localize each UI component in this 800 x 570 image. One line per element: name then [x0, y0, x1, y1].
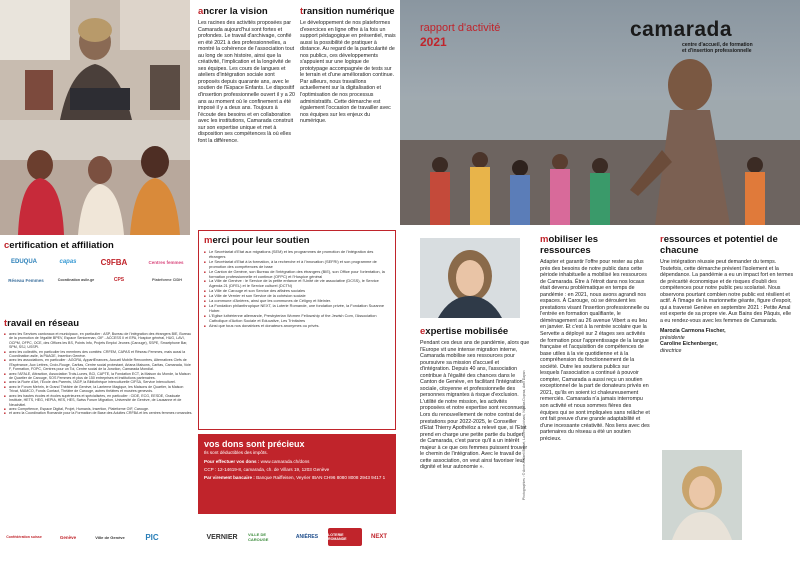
expertise-title-text: xpertise mobilisée — [425, 326, 509, 337]
list-item: ■ Le Canton de Genève, son Bureau de l'intégration des étrangers (BIE), son Office pour l'orientation, la formation professionnelle et continue (OFPC) et l'Hospice général — [204, 270, 390, 280]
reseau-title: travail en réseau — [4, 318, 79, 329]
logo-eduqua: EDUQUA — [10, 259, 37, 265]
list-item: ■ L'Eglise luthérienne allemande, Presbyterian Women Fellowship of the Jewish Com, l'Association Catholique d'Action Sociale et Educative, Les Trinitaires — [204, 314, 390, 324]
dons-line1-label: Pour effectuer vos dons : — [204, 459, 260, 464]
sig1-role: présidente — [660, 334, 685, 341]
dons-subtitle: Ils sont déductibles des impôts. — [204, 450, 268, 455]
transition-title-text: ransition numérique — [303, 6, 395, 17]
list-item: ■ Le Secrétariat d'Etat aux migrations (SEM) et les programmes de promotion de l'intégration des étrangers — [204, 250, 390, 260]
ressources-body: Une intégration réussie peut demander du temps. Toutefois, cette démarche prévient l'isolement et la dépendance. La pandémie a eu un impact fort en termes de précarité économique et de risques d'oubli des compétences pour notre public peu scolarisé. Nous observons pourtant combien notre public est résilient et actif. À l'image de la marionnette géante, figure d'espoir, qui a traversé Genève en septembre 2021 : Petite Amal est experte de sa propre vie. Aux Bains des Pâquis, elle a eu rendez-vous avec les femmes de Camarada. — [660, 259, 794, 324]
portrait-director — [662, 450, 742, 540]
section-ressources — [660, 234, 794, 354]
list-item: ■ La Fondation philanthropique NEXT, la Loterie Romande, une fondation privée, la Fondation Suzanne Huber. — [204, 304, 390, 314]
dons-line2: CCP : 12-14619-8, camarada, ch. de Villars 19, 1203 Genève — [204, 467, 330, 472]
logo-pic: PIC — [145, 532, 159, 542]
list-item: ■ Ainsi que tous nos donatrices et donateurs anonymes ou privés. — [204, 324, 390, 329]
list-item: ■ avec la Ruée d'Art, l'Ecole des Parents, l'AGP, la Bibliothèque interculturelle CIFSA, Service Interculturel. — [4, 380, 194, 384]
soutien-list — [204, 250, 390, 329]
transition-title: transition numérique — [300, 6, 395, 17]
logo-confederation: Confédération suisse — [6, 535, 42, 539]
dons-line3 — [204, 475, 390, 481]
dons-title: vos dons sont précieux — [204, 439, 305, 449]
soutien-title: merci pour leur soutien — [204, 235, 310, 246]
signature-block — [660, 328, 794, 354]
list-item: ■ avec le Forum Mehrin, le Grand Théâtre de Genève, la Lanterne Magique, les Maisons de Quartier, la Maison Trivat, MAMCO, Fonds Contact, Théâtre de Carouge, autres théâtres et musées genevois. — [4, 385, 194, 394]
list-item: ■ avec les hautes écoles et écoles supérieures et spécialisées, en particulier : CIDE, ECG, EESDE, Graduate Institute, HETS, HEG, HEPIA, HES, HES, Swiss Forum Migration, Université de Genève, de Lausanne et de Neuchâtel. — [4, 394, 194, 407]
list-item: ■ Le Secrétariat d'Etat à la formation, à la recherche et à l'innovation (SEFRI) et son programme de promotion des compétences de base — [204, 260, 390, 270]
right-page — [400, 0, 800, 570]
ancrer-title-text: ncrer la vision — [203, 6, 268, 17]
section-mobiliser — [540, 234, 650, 442]
report-year: 2021 — [420, 35, 447, 49]
dons-line3-label: Par virement bancaire : — [204, 475, 255, 480]
logo-next: NEXT — [370, 534, 387, 540]
section-transition-numerique — [300, 6, 396, 125]
sig1-name: Marozia Carmona Fischer, — [660, 328, 726, 335]
camarada-logo-block — [630, 18, 795, 54]
logo-loterie: LOTERIE ROMANDE — [328, 528, 362, 546]
soutien-title-text: erci pour leur soutien — [212, 235, 310, 246]
reseau-title-text: ravail en réseau — [7, 318, 79, 329]
reseau-list — [4, 332, 194, 416]
logo-capas: capas — [59, 259, 77, 265]
logo-centres-femmes: Centres femmes — [148, 259, 184, 265]
logo-reseau-femmes: Réseau Femmes — [8, 277, 44, 283]
list-item: ■ La Ville de Genève : le Service de la petite enfance et l'Unité de vie associative (DCSS), le Service Agenda 21 (DFEL) et le Service culturel (DCTN) — [204, 279, 390, 289]
logo-ville-geneve: Ville de Genève — [95, 534, 125, 540]
list-item: ■ avec Compétence, Espace Digital, Projet, Humanis, Insertion, Plateforme OIF, Carouge. — [4, 407, 194, 411]
dons-line1 — [204, 459, 390, 465]
tagline-1: centre d'accueil, de formation — [682, 42, 753, 48]
report-title: rapport d'activité — [420, 22, 501, 34]
logo-c9fba: C9FBA — [100, 257, 128, 267]
tagline-2: et d'insertion professionnelle — [682, 48, 752, 54]
certification-title: certification et affiliation — [4, 240, 114, 251]
expertise-title: expertise mobilisée — [420, 326, 509, 337]
transition-body: Le développement de nos plateformes d'exercices en ligne offre à la fois un support pédagogique en présentiel, mais aussi la possibilité de pratiquer à distance. Au regard de la particularité de nos publics, ces développements s'appuient sur une logique de prototypage accompagnée de tests sur le terrain et d'une amélioration continue. Par ailleurs, nous travaillons actuellement sur la digitalisation et l'optimisation de nos processus administratifs. Cette démarche est également l'occasion de travailler avec nos équipes sur les enjeux du numérique. — [300, 20, 396, 125]
footer-logos — [4, 520, 396, 565]
sig2-role: directrice — [660, 347, 682, 354]
expertise-body: Pendant ces deux ans de pandémie, alors que l'Europe vit une intense migration interne, Camarada mobilise ses ressources pour poursuivre sa mission d'accueil et d'intégration. Depuis 40 ans, l'association contribue à l'égalité des chances dans le Canton de Genève, en facilitant l'intégration sociale, citoyenne et professionnelle des personnes migrantes à risque d'exclusion. L'utilité de notre mission, les activités proposées et notre expertise sont reconnues. Lors du renouvellement de notre contrat de prestations pour 2022-2025, le Conseiller d'Etat Thierry Apothéloz a relevé que, si l'Etat prend en charge une petite partie du budget de Camarada, c'est parce qu'il a un intérêt majeur à ce que ces femmes puissent trouver le chemin de l'intégration. Avec le travail de cette association, on veut ainsi favoriser leur dignité et leur autonomie ». — [420, 340, 530, 471]
section-soutien — [198, 230, 396, 430]
dons-line3-value: Banque Raiffeisen, Veyrier IBAN CH96 8080 8008 2943 9417 1 — [256, 475, 386, 480]
logo-coordination-asile: Coordination asile.ge — [57, 278, 95, 282]
logo-carouge: VILLE DE CAROUGE — [248, 532, 269, 542]
logo-anieres: ANIÈRES — [295, 534, 319, 540]
list-item: ■ La commune d'Anières, ainsi que les communes de Céligny et Meinier. — [204, 299, 390, 304]
logo-cps: CPS — [113, 277, 125, 283]
list-item: ■ et avec la Coordination Romande pour la Formation de Base des Adultes CRFBA et les centres femmes romandes. — [4, 411, 194, 415]
logo-geneve: Genève — [59, 534, 77, 540]
list-item: ■ La Ville de Vernier et son Service de la cohésion sociale — [204, 294, 390, 299]
sig2-name: Caroline Eichenberger, — [660, 341, 718, 348]
photo-illustration — [0, 0, 190, 120]
photo-illustration — [662, 450, 742, 540]
dons-link[interactable]: www.camarada.ch/dons — [260, 459, 310, 464]
report-header — [420, 22, 530, 49]
portrait-president — [420, 238, 520, 318]
photo-illustration — [0, 120, 190, 235]
list-item: ■ avec les Services cantonaux et municipaux, en particulier : ASP, Bureau de l'intégration des étrangers BIE, Bureau de la promotion de l'égalité BPEV, Espace Seniorenan, OIF - ACCESS II et EPA, Hospice général, HUG, LAVI, OCPM, OFPC, OCE, des Offices les BS, Points Info, Projets Emploi Jeunes (Carouge), SSPE, Smartphone Bar, SPM, SSJ, USSPI. — [4, 332, 194, 350]
camarada-logo: camarada — [630, 18, 733, 41]
list-item: ■ La Ville de Carouge et son Service des affaires sociales — [204, 289, 390, 294]
photo-woman-laptop — [0, 0, 190, 120]
ancrer-title: ancrer la vision — [198, 6, 268, 17]
list-item: ■ avec les associations, en particulier : AGORA, AppartEnances, Accueil Mobile Rencontres, Alternatives Clefs de l'Espérance, Aux Lettres, Croix-Rouge, Caritas, Centre social protestant, Ariana Maisons, Caritas, Camarada, Voie F, Formation, FOPC, Centres pour un Toi, Centre social de la Jonction, Camarada Mondial. — [4, 358, 194, 371]
section-travail-reseau — [4, 318, 194, 416]
mobiliser-body: Adapter et garantir l'offre pour rester au plus près des besoins de notre public dans cette période inhabituelle a mobilisé les ressources de Camarada. Être à l'étroit dans nos locaux était devenu problématique en temps de pandémie : en 2021, nous avons agrandi nos espaces. À Carouge, où se déroulent les prestations visant l'insertion professionnelle ou l'entrée en formation qualifiante, le déménagement au 26 avenue Vibert a eu lieu en janvier. Et c'est à la rentrée scolaire que la Servette a déployé sur 2 étages ses activités de formation pour l'apprentissage de la langue française et l'acquisition de compétences de base utiles à la vie quotidienne et à la compréhension du fonctionnement de la société. Outre les soutiens publics sur lesquels l'association a continué à pouvoir compter, Camarada a aussi reçu un soutien exceptionnel de la part de donateurs privés en 2021, qu'ils en soient ici chaleureusement remerciés. Camarada n'a jamais interrompu son activité et nous sommes fières des équipes qui se sont impliquées sans relâche et ont fait preuve d'une grande adaptabilité et d'une incessante créativité. Nos liens avec des partenaires du réseau a été un soutien précieux. — [540, 259, 650, 442]
mobiliser-title: mobiliser les ressources — [540, 234, 599, 256]
section-dons — [198, 434, 396, 514]
section-expertise — [420, 326, 530, 471]
ancrer-body: Les racines des activités proposées par Camarada aujourd'hui sont fortes et profondes. Le travail d'archivage, confié en été 2021 à des professionnelles, a montré la cohérence de l'association tout au long de son histoire, ainsi que la créativité, l'implication et la longévité de ses équipes. Les cours de langues et ateliers d'intégration sociale sont proposés depuis quarante ans, avec le soutien de l'Espace Enfants. Le dispositif d'insertion professionnelle ouvert il y a 20 ans au moment où le confinement a été imposé il y a deux ans. Toujours à l'écoute des besoins et en collaboration avec les institutions, Camarada construit sur son expertise unique et met à disposition ses compétences là où elles font la différence. — [198, 20, 295, 144]
photo-credit: Photographies : © Anne-Rafaeli Berset, Lauren Guichard, Nicolas Dupraz, Amit Dayan — [522, 370, 526, 500]
section-ancrer-vision — [198, 6, 296, 144]
logo-vernier: VERNIER — [206, 533, 238, 541]
list-item: ■ avec l'AFALE, Attraction, Association Trois-Lunes, BCI, CAPTE, la Fondation ECT, la Maison du Monde, la Maison de Quartier de Carouge, SOS Femmes et plus de 150 entreprises et institutions partenaires. — [4, 372, 194, 381]
certification-title-text: ertification et affiliation — [9, 240, 114, 251]
logo-plateforme: Plateforme CIDH — [152, 278, 182, 282]
ressources-title-text: essources et potentiel de chacune — [660, 234, 778, 256]
section-certification — [4, 240, 194, 310]
list-item: ■ avec les collectifs, en particulier les membres des comités: CRFEM, CAPAS et Réseau Femmes, mais aussi la Coordination asile, la PAAGE, Insertion Genève. — [4, 350, 194, 359]
ressources-title: ressources et potentiel de chacune — [660, 234, 778, 256]
photo-illustration — [420, 238, 520, 318]
photo-group-women — [0, 120, 190, 235]
mobiliser-title-text: obiliser les ressources — [540, 234, 599, 256]
